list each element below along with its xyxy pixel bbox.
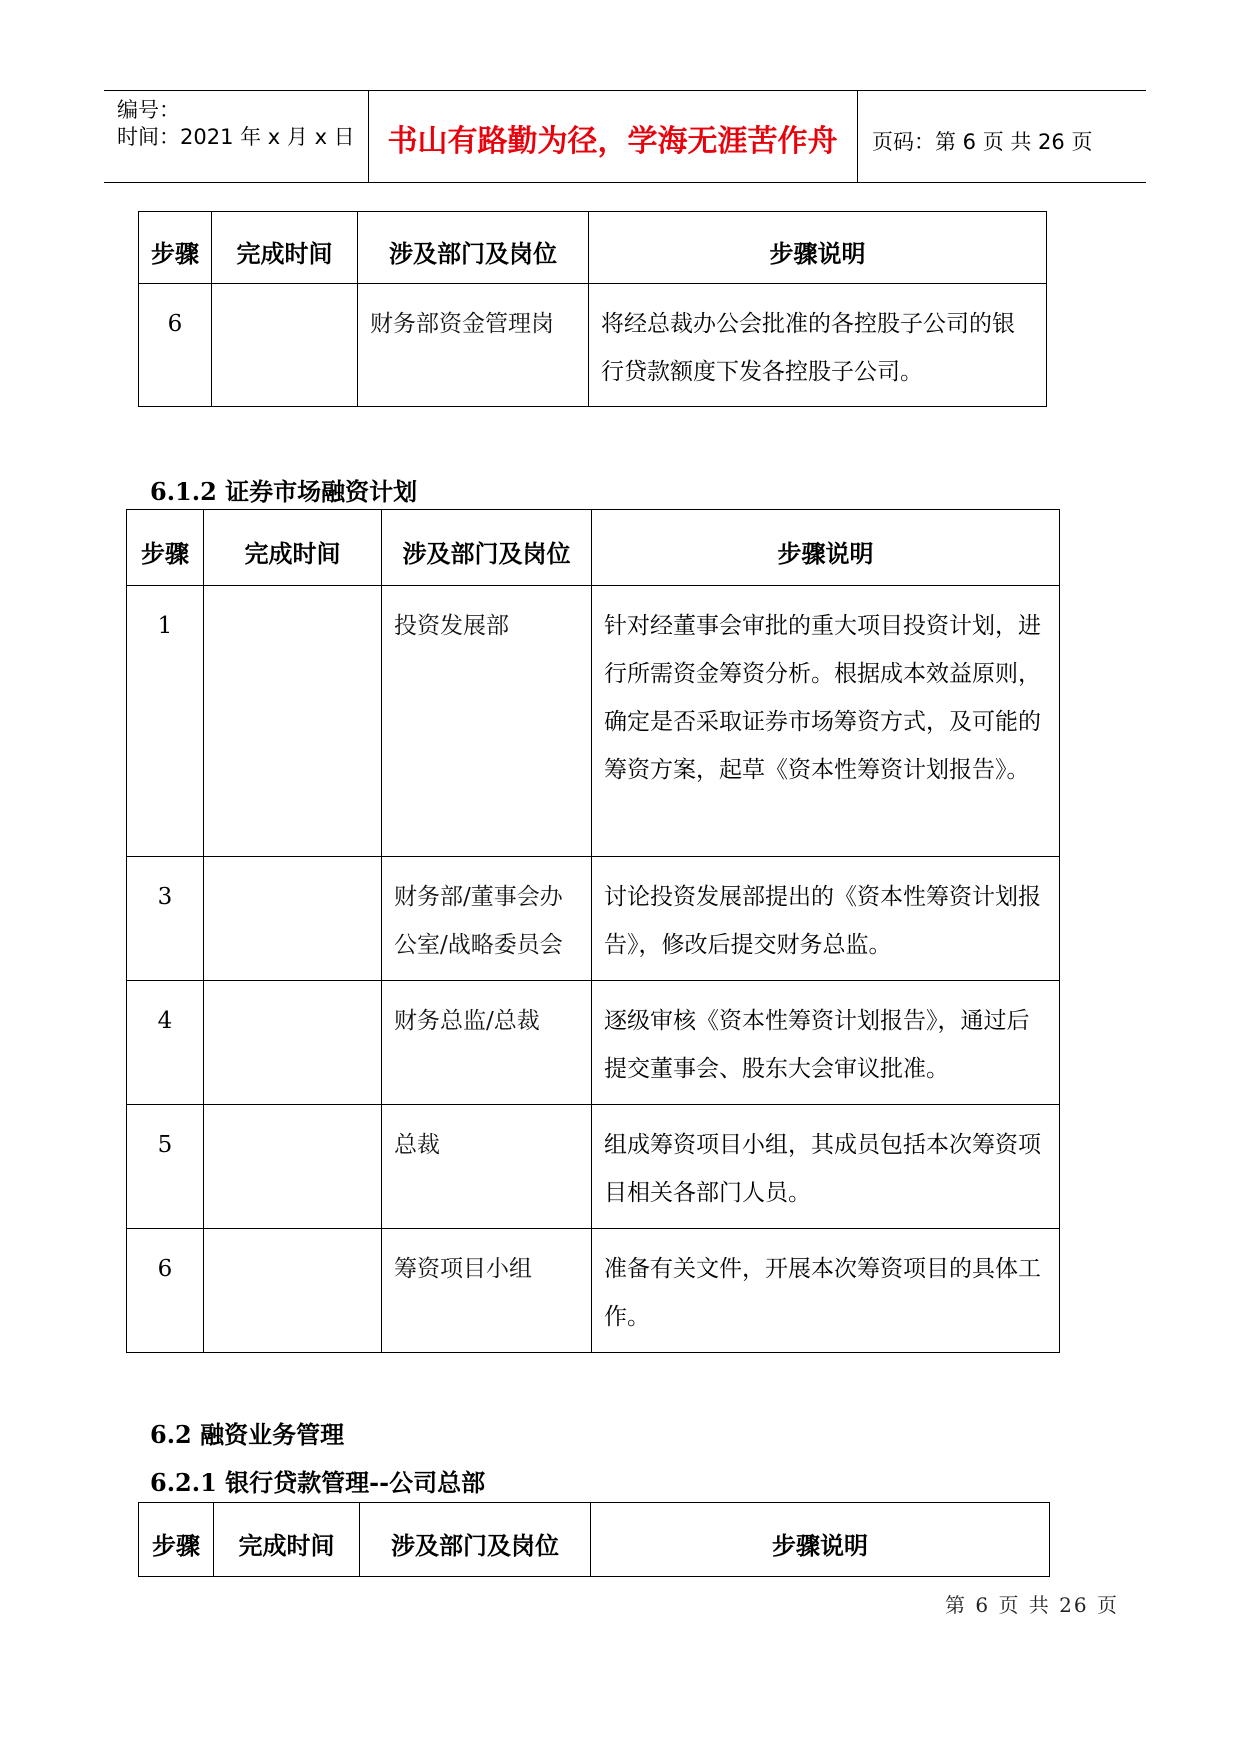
col-time: 完成时间 — [204, 510, 382, 586]
step-description: 逐级审核《资本性筹资计划报告》，通过后提交董事会、股东大会审议批准。 — [592, 981, 1060, 1105]
completion-time — [204, 1229, 382, 1353]
table-row — [127, 1229, 1060, 1353]
col-time: 完成时间 — [214, 1503, 360, 1577]
col-step: 步骤 — [139, 1503, 214, 1577]
table-row — [127, 1105, 1060, 1229]
section-heading-6-1-2: 6.1.2 证券市场融资计划 — [150, 477, 418, 506]
table-header-row — [127, 510, 1060, 586]
step-number: 6 — [139, 284, 212, 407]
section-heading-6-2-1: 6.2.1 银行贷款管理--公司总部 — [150, 1468, 486, 1497]
page-footer: 第 6 页 共 26 页 — [945, 1593, 1119, 1617]
table-header-row — [139, 1503, 1050, 1577]
header-top-rule — [104, 90, 1146, 91]
col-desc: 步骤说明 — [589, 212, 1047, 284]
steps-table-6-2-1 — [138, 1502, 1050, 1577]
department: 财务部/董事会办公室/战略委员会 — [382, 857, 592, 981]
header-bottom-rule — [104, 182, 1146, 183]
col-dept: 涉及部门及岗位 — [358, 212, 589, 284]
col-step: 步骤 — [139, 212, 212, 284]
header-divider-right — [857, 90, 858, 182]
steps-table-continued — [138, 211, 1047, 407]
table-row — [127, 981, 1060, 1105]
step-description: 组成筹资项目小组，其成员包括本次筹资项目相关各部门人员。 — [592, 1105, 1060, 1229]
table-row — [139, 284, 1047, 407]
completion-time — [204, 1105, 382, 1229]
step-description: 针对经董事会审批的重大项目投资计划，进行所需资金筹资分析。根据成本效益原则，确定是否采取证券市场筹资方式，及可能的筹资方案，起草《资本性筹资计划报告》。 — [592, 586, 1060, 857]
col-time: 完成时间 — [212, 212, 358, 284]
page-label: 页码：第 6 页 共 26 页 — [872, 130, 1093, 154]
step-number: 5 — [127, 1105, 204, 1229]
serial-label: 编号： — [117, 98, 180, 122]
step-description: 将经总裁办公会批准的各控股子公司的银行贷款额度下发各控股子公司。 — [589, 284, 1047, 407]
col-desc: 步骤说明 — [592, 510, 1060, 586]
department: 财务部资金管理岗 — [358, 284, 589, 407]
header-motto: 书山有路勤为径，学海无涯苦作舟 — [387, 124, 838, 159]
col-step: 步骤 — [127, 510, 204, 586]
department: 财务总监/总裁 — [382, 981, 592, 1105]
table-row — [127, 586, 1060, 857]
steps-table-6-1-2 — [126, 509, 1060, 1353]
step-number: 4 — [127, 981, 204, 1105]
step-number: 1 — [127, 586, 204, 857]
col-dept: 涉及部门及岗位 — [360, 1503, 591, 1577]
table-row — [127, 857, 1060, 981]
department: 筹资项目小组 — [382, 1229, 592, 1353]
section-heading-6-2: 6.2 融资业务管理 — [150, 1420, 345, 1449]
step-number: 3 — [127, 857, 204, 981]
completion-time — [204, 586, 382, 857]
completion-time — [204, 857, 382, 981]
completion-time — [212, 284, 358, 407]
step-description: 准备有关文件，开展本次筹资项目的具体工作。 — [592, 1229, 1060, 1353]
col-desc: 步骤说明 — [591, 1503, 1050, 1577]
step-number: 6 — [127, 1229, 204, 1353]
header-divider-left — [368, 90, 369, 182]
time-label: 时间：2021 年 x 月 x 日 — [117, 125, 355, 149]
department: 投资发展部 — [382, 586, 592, 857]
col-dept: 涉及部门及岗位 — [382, 510, 592, 586]
completion-time — [204, 981, 382, 1105]
table-header-row — [139, 212, 1047, 284]
department: 总裁 — [382, 1105, 592, 1229]
step-description: 讨论投资发展部提出的《资本性筹资计划报告》，修改后提交财务总监。 — [592, 857, 1060, 981]
